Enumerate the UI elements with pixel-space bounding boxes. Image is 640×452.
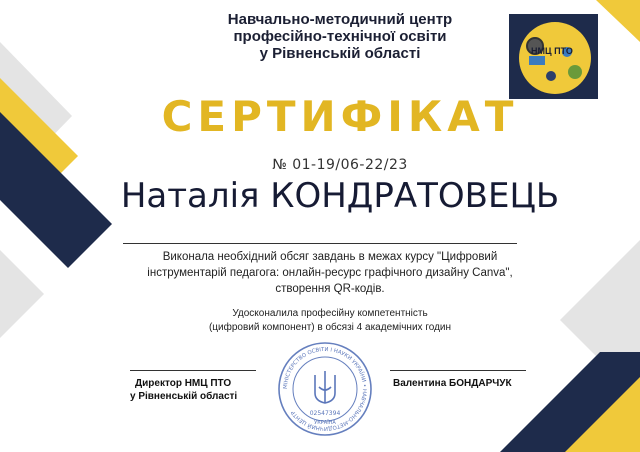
deco-gold-tr (596, 0, 640, 42)
official-stamp (277, 341, 373, 437)
signer-signature-line (390, 370, 526, 371)
org-name-line-2: професійно-технічної освіти (233, 28, 447, 45)
trident-icon (315, 371, 335, 403)
certificate-number: № 01-19/06-22/23 (272, 157, 408, 173)
recipient-name: Наталія КОНДРАТОВЕЦЬ (120, 176, 560, 216)
nmc-pto-logo (509, 14, 598, 99)
competence-line-2: (цифровий компонент) в обсязі 4 академічних годин (208, 322, 452, 333)
description-line-1: Виконала необхідний обсяг завдань в межах курсу "Цифровий (162, 251, 498, 263)
org-name-line-1: Навчально-методичний центр (227, 11, 453, 28)
nmc-pto-logo-icon (509, 14, 598, 99)
logo-label: НМЦ ПТО (531, 46, 573, 56)
stamp-ring-text: МІНІСТЕРСТВО ОСВІТИ І НАУКИ УКРАЇНИ • НАВЧАЛЬНО-МЕТОДИЧНИЙ ЦЕНТР (282, 346, 368, 432)
certificate-title: СЕРТИФІКАТ (161, 92, 519, 141)
director-signature-line (130, 370, 256, 371)
stamp-country: УКРАЇНА (314, 420, 336, 426)
director-title-line-2: у Рівненській області (130, 391, 238, 402)
deco-gray-left (0, 250, 44, 338)
competence-line-1: Удосконалила професійну компетентність (232, 308, 428, 319)
description-line-2: інструментарій педагога: онлайн-ресурс графічного дизайну Canva", (147, 267, 513, 279)
description-line-3: створення QR-кодів. (275, 283, 385, 295)
org-name-line-3: у Рівненській області (259, 45, 421, 62)
name-underline (123, 243, 517, 244)
stamp-code: 02547394 (309, 410, 341, 417)
director-title-line-1: Директор НМЦ ПТО (135, 378, 232, 389)
signer-name: Валентина БОНДАРЧУК (393, 378, 512, 389)
